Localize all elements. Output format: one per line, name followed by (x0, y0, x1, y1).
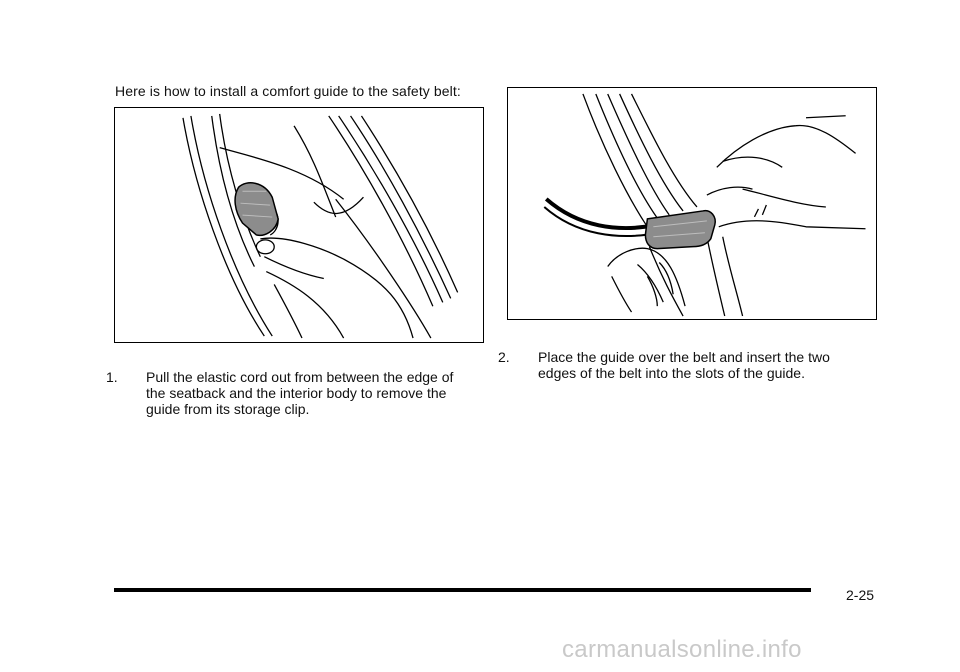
step-1 (106, 369, 476, 417)
step-2 (498, 349, 868, 381)
step-2-text: Place the guide over the belt and insert the two edges of the belt into the slots of the guide. (538, 349, 830, 381)
illustration-seat-guide (115, 108, 483, 342)
figure-place-guide-illustration (507, 87, 877, 320)
watermark[interactable]: carmanualsonline.info (562, 636, 802, 663)
step-1-text: Pull the elastic cord out from between the edge of the seatback and the interior body to remove the guide from its storage clip. (146, 369, 454, 417)
illustration-belt-guide (508, 88, 876, 319)
intro-text: Here is how to install a comfort guide to the safety belt: (115, 83, 461, 99)
step-2-number: 2. (498, 349, 510, 365)
page-number: 2-25 (846, 587, 875, 603)
footer-rule (114, 588, 811, 592)
figure-remove-guide-illustration (114, 107, 484, 343)
step-1-number: 1. (106, 369, 118, 385)
